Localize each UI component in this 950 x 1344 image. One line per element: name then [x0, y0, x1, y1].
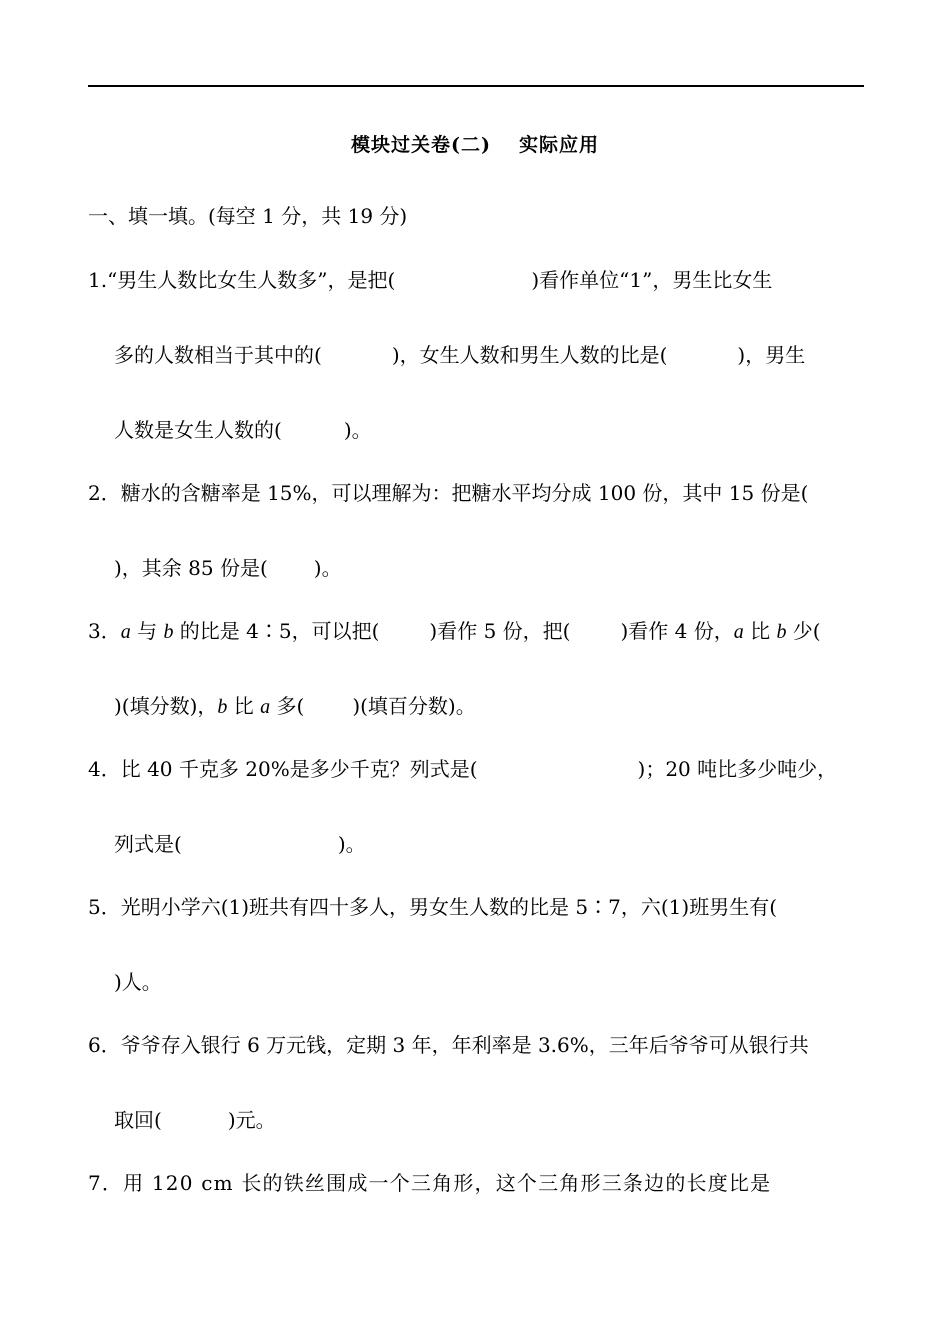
question-7-line-1: 7．用 120 cm 长的铁丝围成一个三角形，这个三角形三条边的长度比是 [88, 1171, 772, 1195]
section-heading: 一、填一填。(每空 1 分，共 19 分) [88, 204, 408, 228]
question-4-line-2: 列式是( )。 [114, 832, 366, 856]
title-main: 模块过关卷(二) [351, 134, 491, 156]
question-4-line-1: 4．比 40 千克多 20%是多少千克？列式是( )；20 吨比多少吨少， [88, 757, 838, 781]
top-rule [88, 85, 864, 87]
question-1-line-2: 多的人数相当于其中的( )，女生人数和男生人数的比是( )，男生 [114, 343, 806, 367]
question-1-line-3: 人数是女生人数的( )。 [114, 418, 372, 442]
page-title [0, 130, 950, 157]
question-6-line-2: 取回( )元。 [114, 1108, 276, 1132]
question-1-line-1: 1.“男生人数比女生人数多”，是把( )看作单位“1”，男生比女生 [88, 268, 773, 292]
title-sub: 实际应用 [518, 134, 599, 156]
question-5-line-1: 5．光明小学六(1)班共有四十多人，男女生人数的比是 5∶7，六(1)班男生有( [88, 895, 777, 919]
question-3-line-2: )(填分数)，b 比 a 多( )(填百分数)。 [114, 694, 476, 718]
question-2-line-2: )，其余 85 份是( )。 [114, 556, 342, 580]
question-6-line-1: 6．爷爷存入银行 6 万元钱，定期 3 年，年利率是 3.6%，三年后爷爷可从银行共 [88, 1033, 809, 1057]
question-5-line-2: )人。 [114, 970, 162, 994]
question-2-line-1: 2．糖水的含糖率是 15%，可以理解为：把糖水平均分成 100 份，其中 15 份是( [88, 481, 809, 505]
question-3-line-1: 3．a 与 b 的比是 4∶5，可以把( )看作 5 份，把( )看作 4 份，a 比 b 少( [88, 619, 821, 643]
